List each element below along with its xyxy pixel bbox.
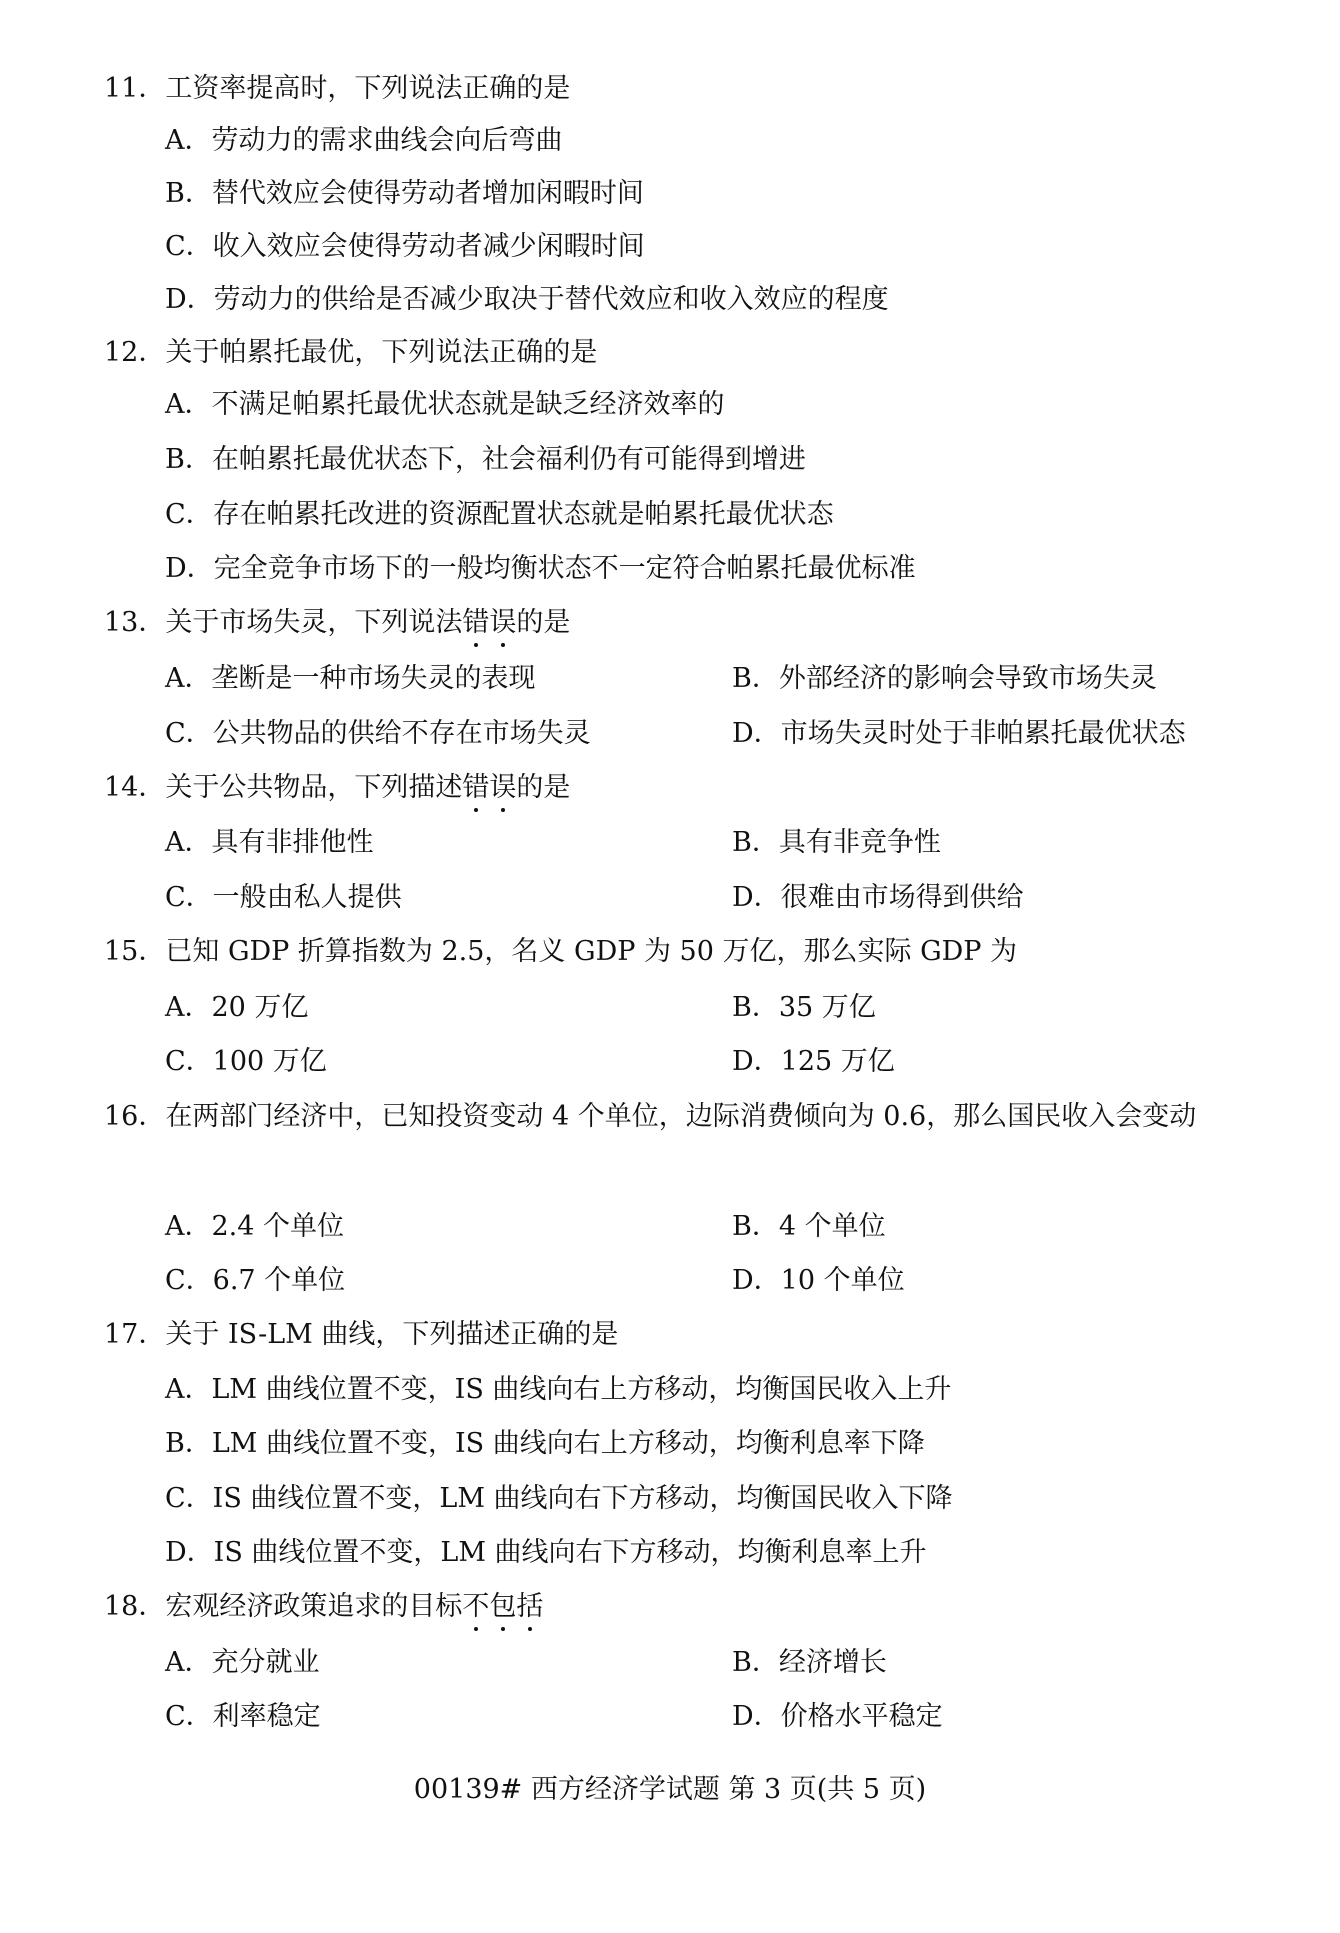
question-14-stem-pre: 14．关于公共物品，下列描述 (104, 772, 463, 803)
question-11-option-d: D．劳动力的供给是否减少取决于替代效应和收入效应的程度 (165, 284, 889, 315)
question-16-option-d: D．10 个单位 (732, 1265, 905, 1296)
question-12-option-d: D．完全竞争市场下的一般均衡状态不一定符合帕累托最优标准 (165, 553, 916, 584)
question-15-option-c: C．100 万亿 (165, 1046, 327, 1077)
question-13-option-c: C．公共物品的供给不存在市场失灵 (165, 718, 591, 749)
question-18-stem-pre: 18．宏观经济政策追求的目标 (104, 1591, 463, 1622)
question-13-stem (104, 603, 570, 643)
question-13-option-d: D．市场失灵时处于非帕累托最优状态 (732, 718, 1186, 749)
question-16-option-c: C．6.7 个单位 (165, 1265, 346, 1296)
question-14-stem-post: 的是 (516, 772, 571, 803)
question-13-option-a: A．垄断是一种市场失灵的表现 (165, 663, 536, 694)
emphasis-char: 误 (489, 772, 517, 803)
question-14-option-c: C．一般由私人提供 (165, 882, 402, 913)
question-13-stem-emphasis (462, 607, 516, 638)
question-17-option-d: D．IS 曲线位置不变，LM 曲线向右下方移动，均衡利息率上升 (165, 1537, 927, 1568)
question-18-option-a: A．充分就业 (165, 1647, 320, 1678)
question-15-option-b: B．35 万亿 (732, 992, 876, 1023)
question-18-stem-emphasis (462, 1591, 543, 1622)
question-17-option-c: C．IS 曲线位置不变，LM 曲线向右下方移动，均衡国民收入下降 (165, 1483, 953, 1514)
question-14-stem-emphasis (462, 772, 516, 803)
question-15-option-a: A．20 万亿 (165, 992, 309, 1023)
emphasis-char: 括 (516, 1591, 544, 1622)
question-18-option-d: D．价格水平稳定 (732, 1701, 943, 1732)
question-12-stem: 12．关于帕累托最优，下列说法正确的是 (104, 337, 598, 368)
question-18-option-c: C．利率稳定 (165, 1701, 321, 1732)
question-13-stem-pre: 13．关于市场失灵，下列说法 (104, 607, 463, 638)
page-footer: 00139# 西方经济学试题 第 3 页(共 5 页) (413, 1774, 927, 1805)
question-18-option-b: B．经济增长 (732, 1647, 887, 1678)
question-17-option-b: B．LM 曲线位置不变，IS 曲线向右上方移动，均衡利息率下降 (165, 1428, 925, 1459)
question-13-stem-post: 的是 (516, 607, 571, 638)
question-14-stem (104, 768, 570, 808)
question-11-option-b: B．替代效应会使得劳动者增加闲暇时间 (165, 178, 644, 209)
emphasis-char: 错 (462, 607, 490, 638)
question-12-option-c: C．存在帕累托改进的资源配置状态就是帕累托最优状态 (165, 499, 834, 530)
question-14-option-b: B．具有非竞争性 (732, 827, 941, 858)
question-14-option-d: D．很难由市场得到供给 (732, 882, 1024, 913)
question-14-option-a: A．具有非排他性 (165, 827, 374, 858)
question-17-stem: 17．关于 IS-LM 曲线，下列描述正确的是 (104, 1319, 619, 1350)
emphasis-char: 误 (489, 607, 517, 638)
question-16-option-b: B．4 个单位 (732, 1211, 886, 1242)
emphasis-char: 不 (462, 1591, 490, 1622)
question-12-option-b: B．在帕累托最优状态下，社会福利仍有可能得到增进 (165, 444, 806, 475)
question-16-option-a: A．2.4 个单位 (165, 1211, 345, 1242)
question-18-stem (104, 1587, 543, 1627)
question-11-option-c: C．收入效应会使得劳动者减少闲暇时间 (165, 231, 645, 262)
question-11-option-a: A．劳动力的需求曲线会向后弯曲 (165, 125, 563, 156)
emphasis-char: 错 (462, 772, 490, 803)
emphasis-char: 包 (489, 1591, 517, 1622)
question-15-option-d: D．125 万亿 (732, 1046, 895, 1077)
question-13-option-b: B．外部经济的影响会导致市场失灵 (732, 663, 1157, 694)
question-15-stem: 15．已知 GDP 折算指数为 2.5，名义 GDP 为 50 万亿，那么实际 GDP 为 (104, 936, 1018, 967)
question-11-stem: 11．工资率提高时，下列说法正确的是 (104, 73, 571, 104)
question-12-option-a: A．不满足帕累托最优状态就是缺乏经济效率的 (165, 389, 725, 420)
question-16-stem: 16．在两部门经济中，已知投资变动 4 个单位，边际消费倾向为 0.6，那么国民收入会变动 (104, 1101, 1197, 1132)
question-17-option-a: A．LM 曲线位置不变，IS 曲线向右上方移动，均衡国民收入上升 (165, 1374, 952, 1405)
